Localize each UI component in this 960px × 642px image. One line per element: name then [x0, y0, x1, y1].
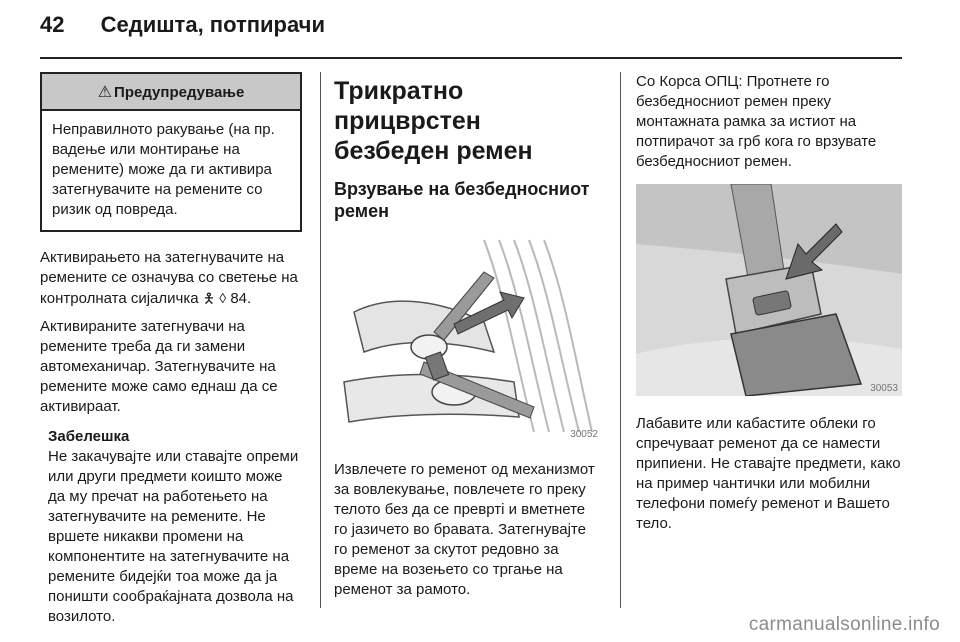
paragraph: Извлечете го ременот од механизмот за вовлекување, повлечете го преку телото без да се превртi и вметнете го јазичето во бравата. Затегнувајте го ременот за скутот редовно за време на возењето со тргање на ременот за рамото. — [334, 461, 595, 598]
page-number: 42 — [40, 12, 65, 37]
figure-seatbelt-guide — [636, 184, 902, 396]
page-title: Седишта, потпирачи — [100, 12, 325, 37]
header-divider — [40, 57, 902, 59]
section-heading: Трикратно прицврстен безбеден ремен — [334, 77, 533, 165]
figure-buckling-seatbelt — [334, 232, 602, 442]
seatbelt-guide-illustration — [636, 184, 902, 396]
note — [48, 427, 302, 627]
column-right — [636, 72, 902, 534]
seatbelt-pretensioner-icon: 🯅 — [202, 290, 216, 306]
column-divider — [320, 72, 321, 608]
page-reference: 84. — [230, 290, 252, 307]
column-middle — [334, 72, 602, 600]
page-header — [40, 12, 325, 38]
watermark: carmanualsonline.info — [748, 614, 940, 635]
paragraph-text: Активирањето на затегнувачите на ремените се означува со светење на контролната сијаличка — [40, 249, 298, 307]
paragraph: Со Корса ОПЦ: Протнете го безбедносниот ремен преку монтажната рамка за истиот на потпирачот за грб кога го врзувате безбедносниот ремен. — [636, 73, 877, 170]
paragraph: Лабавите или кабастите облеки го спречуваат ременот да се намести припиени. Не ставајте предмети, како на пример чантички или мобилни телефони помеѓу ременот и Вашето тело. — [636, 415, 901, 532]
warning-box — [40, 72, 302, 232]
figure-number: 30053 — [870, 383, 898, 394]
subsection-heading: Врзување на безбедносниот ремен — [334, 179, 590, 221]
warning-title-text: Предупредување — [114, 84, 245, 101]
warning-text: Неправилното ракување (на пр. вадење или монтирање на ремените) може да ги активира затегнувачите на ремените со ризик од повреда. — [52, 121, 275, 218]
figure-number: 30052 — [570, 429, 598, 440]
warning-icon: ⚠ — [97, 84, 113, 101]
column-divider — [620, 72, 621, 608]
seatbelt-illustration — [334, 232, 600, 442]
paragraph — [40, 248, 302, 309]
note-title: Забелешка — [48, 428, 130, 445]
column-left — [40, 72, 302, 627]
note-text: Не закачувајте или ставајте опреми или други предмети коишто може да му пречат на работењето на затегнувачите на ремените. Не вршете никакви промени на компонентите на затегнувачите на ремените бидејќи тоа може да ја поништи сообраќајната дозвола на возилото. — [48, 448, 299, 625]
warning-title — [42, 74, 300, 111]
page-reference-icon: ◊ — [219, 290, 227, 306]
paragraph: Активираните затегнувачи на ремените треба да ги замени автомеханичар. Затегнувачите на ремените може само еднаш да се активираат. — [40, 318, 278, 415]
